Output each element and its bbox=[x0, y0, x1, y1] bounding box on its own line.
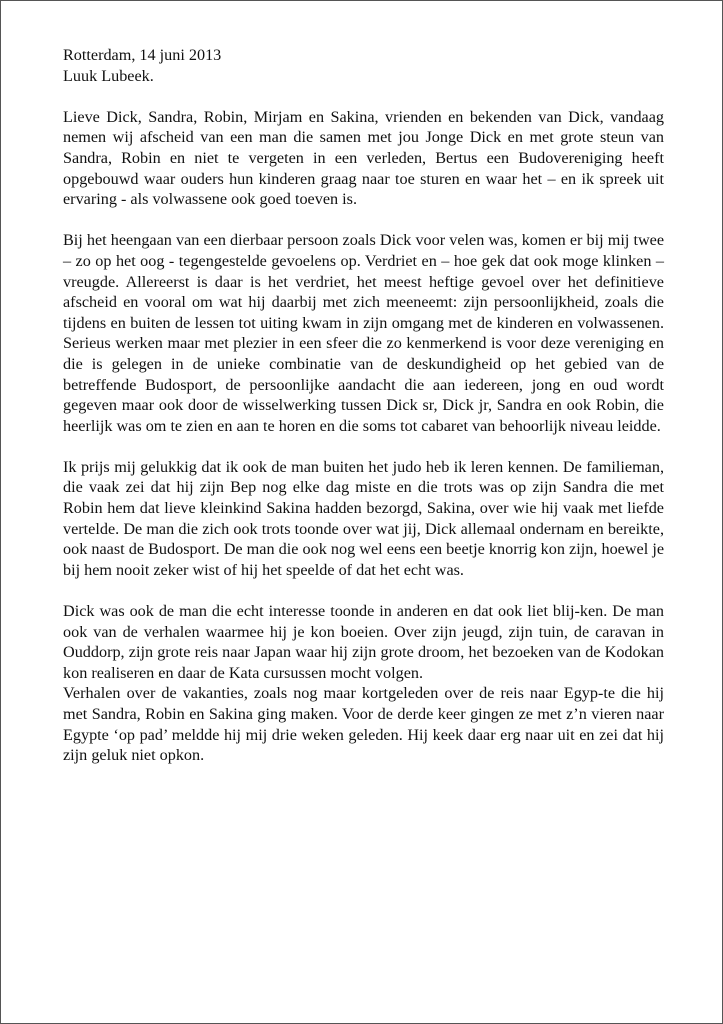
paragraph-3: Ik prijs mij gelukkig dat ik ook de man buiten het judo heb ik leren kennen. De familieman, die vaak zei dat hij zijn Bep nog elke dag miste en die trots was op zijn Sandra die met Robin hem dat lieve kleinkind Sakina hadden bezorgd, Sakina, over wie hij vaak met liefde vertelde. De man die zich ook trots toonde over wat jij, Dick allemaal ondernam en bereikte, ook naast de Budosport. De man die ook nog wel eens een beetje knorrig kon zijn, hoewel je bij hem nooit zeker wist of hij het speelde of dat het echt was. bbox=[63, 457, 664, 579]
paragraph-4: Dick was ook de man die echt interesse toonde in anderen en dat ook liet blij-ken. De man ook van de verhalen waarmee hij je kon boeien. Over zijn jeugd, zijn tuin, de caravan in Ouddorp, zijn grote reis naar Japan waar hij zijn grote droom, het bezoeken van de Kodokan kon realiseren en daar de Kata cursussen mocht volgen. bbox=[63, 602, 664, 682]
paragraph-5: Verhalen over de vakanties, zoals nog maar kortgeleden over de reis naar Egyp-te die hij met Sandra, Robin en Sakina ging maken. Voor de derde keer gingen ze met z’n vieren naar Egypte ‘op pad’ meldde hij mij drie weken geleden. Hij keek daar erg naar uit en zei dat hij zijn geluk niet opkon. bbox=[63, 684, 664, 765]
letter-body bbox=[63, 45, 664, 786]
paragraph-1: Lieve Dick, Sandra, Robin, Mirjam en Sakina, vrienden en bekenden van Dick, vandaag nemen wij afscheid van een man die samen met jou Jonge Dick en met grote steun van Sandra, Robin en niet te vergeten in een verleden, Bertus een Budovereniging heeft opgebouwd waar ouders hun kinderen graag naar toe sturen en waar het – en ik spreek uit ervaring - als volwassene ook goed toeven is. bbox=[63, 107, 664, 209]
header-spacer bbox=[63, 86, 664, 107]
author-line: Luuk Lubeek. bbox=[63, 66, 154, 85]
paragraph-2: Bij het heengaan van een dierbaar persoon zoals Dick voor velen was, komen er bij mij twee – zo op het oog - tegengestelde gevoelens op. Verdriet en – hoe gek dat ook moge klinken – vreugde. Allereerst is daar is het verdriet, het meest heftige gevoel over het definitieve afscheid en vooral om wat hij daarbij met zich meeneemt: zijn persoonlijkheid, zoals die tijdens en buiten de lessen tot uiting kwam in zijn omgang met de kinderen en volwassenen. Serieus werken maar met plezier in een sfeer die zo kenmerkend is voor deze vereniging en die is gelegen in de unieke combinatie van de deskundigheid op het gebied van de betreffende Budosport, de persoonlijke aandacht die aan iedereen, jong en oud wordt gegeven maar ook door de wisselwerking tussen Dick sr, Dick jr, Sandra en ook Robin, die heerlijk was om te zien en aan te horen en die soms tot cabaret van behoorlijk niveau leidde. bbox=[63, 231, 664, 435]
place-date-line: Rotterdam, 14 juni 2013 bbox=[63, 46, 222, 64]
